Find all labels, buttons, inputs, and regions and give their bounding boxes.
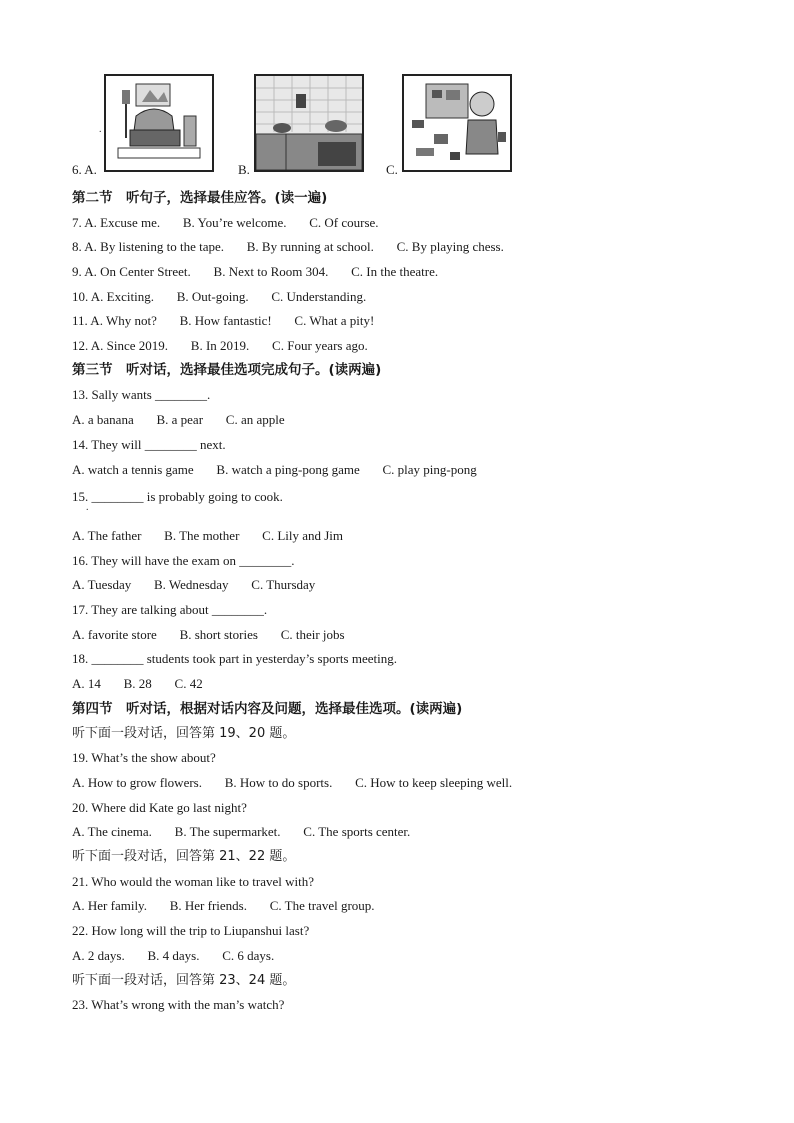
kitchen-illustration — [256, 76, 362, 170]
question-8: 8. A. By listening to the tape. B. By running at school. C. By playing chess. — [72, 239, 504, 254]
question-18-stem: 18. ________ students took part in yesterday’s sports meeting. — [72, 651, 397, 666]
section-4-heading: 第四节 听对话，根据对话内容及问题，选择最佳选项。(读两遍) — [72, 701, 463, 717]
question-20-stem: 20. Where did Kate go last night? — [72, 800, 247, 815]
q6-option-c: C. — [386, 162, 398, 177]
question-19-stem: 19. What’s the show about? — [72, 750, 216, 765]
q6-option-b: B. — [238, 162, 250, 177]
messy-room-illustration — [404, 76, 510, 170]
question-13-stem: 13. Sally wants ________. — [72, 387, 211, 402]
q6-option-a: A. — [84, 162, 97, 177]
question-16-stem: 16. They will have the exam on ________. — [72, 553, 295, 568]
instruction-21-22: 听下面一段对话，回答第 21、22 题。 — [72, 849, 296, 864]
picture-living-room — [104, 74, 214, 172]
question-19-options: A. How to grow flowers. B. How to do sports. C. How to keep sleeping well. — [72, 775, 513, 790]
q6-number: 6. — [72, 162, 82, 177]
picture-kitchen — [254, 74, 364, 172]
question-14-options: A. watch a tennis game B. watch a ping-pong game C. play ping-pong — [72, 462, 477, 477]
section-3-heading: 第三节 听对话，选择最佳选项完成句子。(读两遍) — [72, 362, 382, 378]
question-17-stem: 17. They are talking about ________. — [72, 602, 268, 617]
q6-label — [72, 162, 97, 178]
section-2-heading: 第二节 听句子，选择最佳应答。(读一遍) — [72, 190, 328, 206]
question-21-stem: 21. Who would the woman like to travel with? — [72, 874, 315, 889]
question-22-stem: 22. How long will the trip to Liupanshui last? — [72, 923, 310, 938]
question-16-options: A. Tuesday B. Wednesday C. Thursday — [72, 577, 316, 592]
question-18-options: A. 14 B. 28 C. 42 — [72, 676, 203, 691]
instruction-23-24: 听下面一段对话，回答第 23、24 题。 — [72, 973, 296, 988]
question-9: 9. A. On Center Street. B. Next to Room 304. C. In the theatre. — [72, 264, 439, 279]
dot-mark: . — [99, 124, 102, 135]
question-23-stem: 23. What’s wrong with the man’s watch? — [72, 997, 285, 1012]
dot-mark: . — [86, 502, 89, 513]
question-20-options: A. The cinema. B. The supermarket. C. The sports center. — [72, 824, 411, 839]
question-7: 7. A. Excuse me. B. You’re welcome. C. Of course. — [72, 215, 379, 230]
question-11: 11. A. Why not? B. How fantastic! C. What a pity! — [72, 313, 375, 328]
question-15-options: A. The father B. The mother C. Lily and Jim — [72, 528, 344, 543]
question-13-options: A. a banana B. a pear C. an apple — [72, 412, 285, 427]
sofa-room-illustration — [106, 76, 212, 170]
question-12: 12. A. Since 2019. B. In 2019. C. Four years ago. — [72, 338, 368, 353]
instruction-19-20: 听下面一段对话，回答第 19、20 题。 — [72, 726, 296, 741]
question-14-stem: 14. They will ________ next. — [72, 437, 226, 452]
question-21-options: A. Her family. B. Her friends. C. The travel group. — [72, 898, 375, 913]
question-10: 10. A. Exciting. B. Out-going. C. Understanding. — [72, 289, 367, 304]
question-15-stem: 15. ________ is probably going to cook. — [72, 489, 283, 504]
question-17-options: A. favorite store B. short stories C. their jobs — [72, 627, 345, 642]
question-22-options: A. 2 days. B. 4 days. C. 6 days. — [72, 948, 275, 963]
picture-messy-room — [402, 74, 512, 172]
